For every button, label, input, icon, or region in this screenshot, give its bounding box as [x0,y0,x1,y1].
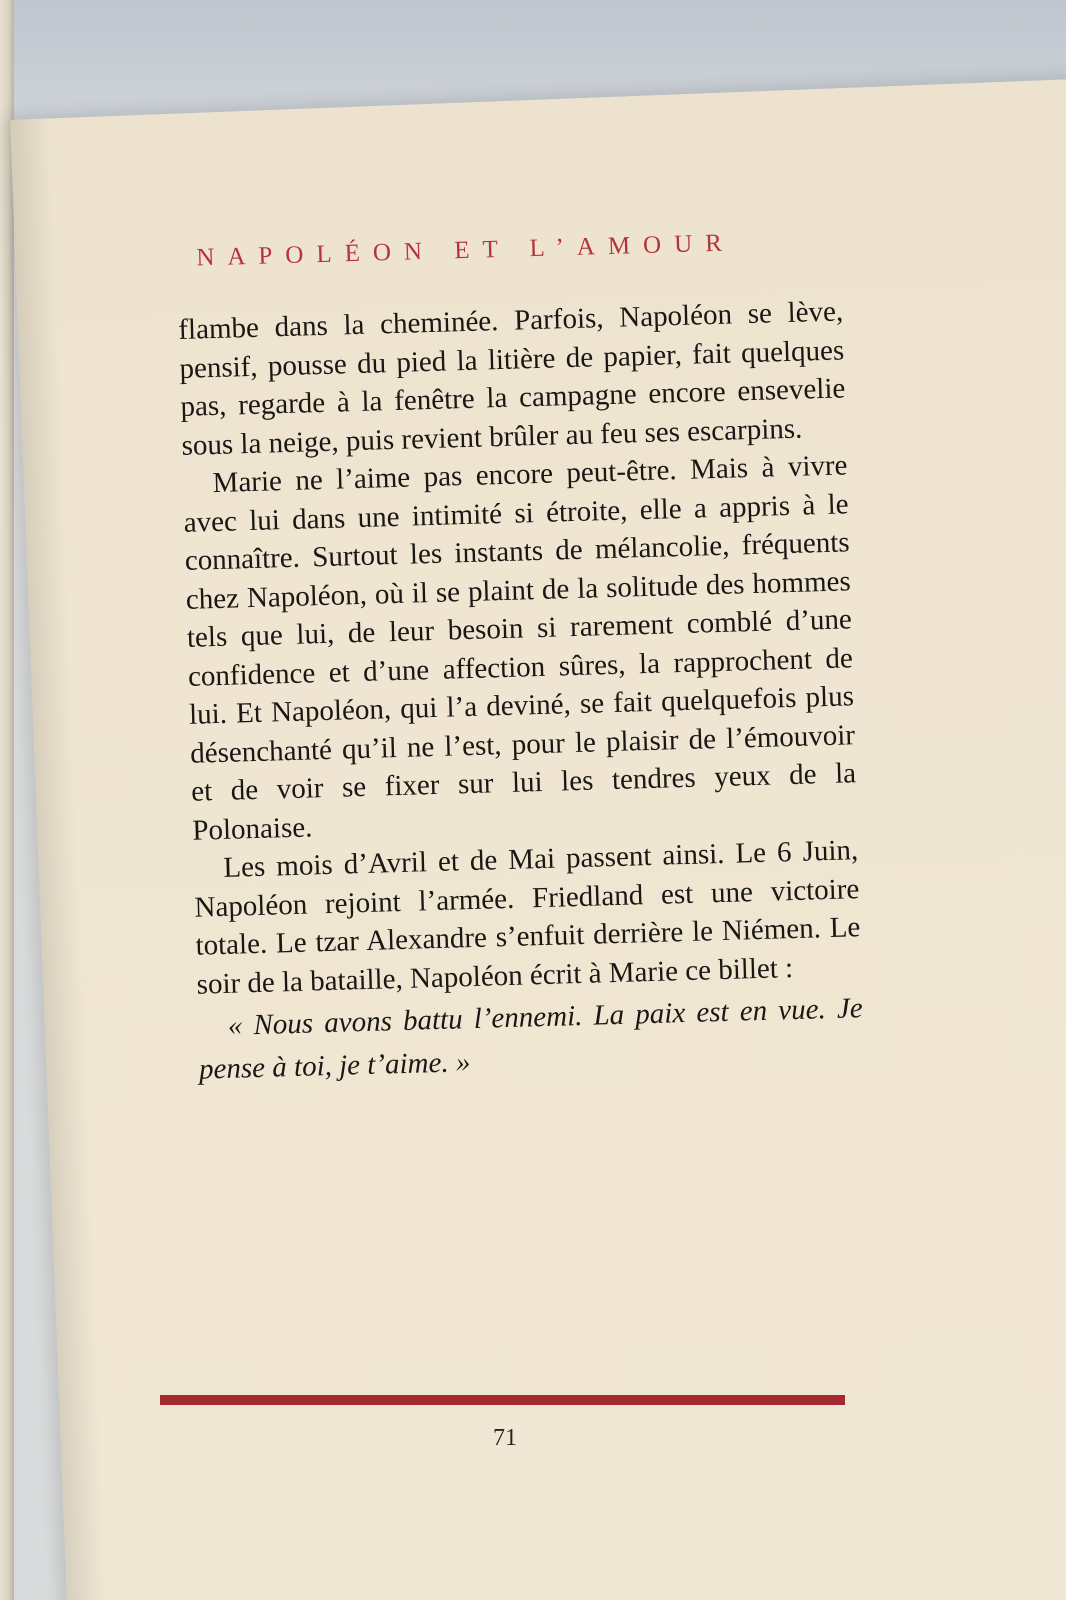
paragraph-1: flambe dans la cheminée. Parfois, Napoléon se lève, pensif, pousse du pied la litière de papier, fait quelques pas, regarde à la fenêtre la campagne encore ensevelie sous la neige, puis revient brûler au feu ses escarpins. [177,295,846,462]
page-number: 71 [493,1425,517,1451]
left-page-edge [0,0,14,1600]
page-text-block [176,226,864,1091]
red-rule-divider [160,1395,845,1405]
paragraph-2: Marie ne l’aime pas encore peut-être. Mais à vivre avec lui dans une intimité si étroite, elle a appris à le connaître. Surtout les instants de mélancolie, fréquents chez Napoléon, où il se plaint de la solitude des hommes tels que lui, de leur besoin si rarement comblé d’une confidence et d’une affection sûres, la rapprochent de lui. Et Napoléon, qui l’a deviné, se fait quelquefois plus désenchanté qu’il ne l’est, pour le plaisir de l’émouvoir et de voir se fixer sur lui les tendres yeux de la Polonaise. [183,449,857,847]
quote-paragraph: « Nous avons battu l’ennemi. La paix est en vue. Je pense à toi, je t’aime. » [198,992,864,1086]
running-head: NAPOLÉON ET L’AMOUR [195,229,736,272]
paragraph-3: Les mois d’Avril et de Mai passent ainsi. Le 6 Juin, Napoléon rejoint l’armée. Friedland est une victoire totale. Le tzar Alexandre s’enfuit derrière le Niémen. Le soir de la bataille, Napoléon écrit à Marie ce billet : [194,834,861,1001]
